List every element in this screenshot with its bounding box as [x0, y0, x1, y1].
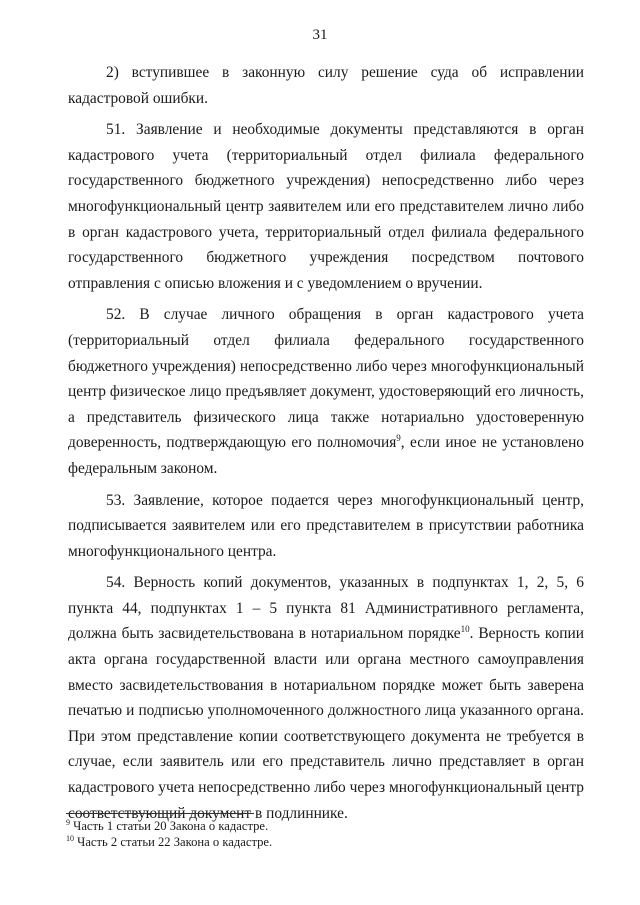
paragraph-52 — [68, 302, 584, 481]
footnote-separator — [66, 813, 254, 814]
paragraph-54-text: 54. Верность копий документов, указанных в подпунктах 1, 2, 5, 6 пункта 44, подпунктах 1 – 5 пункта 81 Административного регламента, должна быть засвидетельствована в нотариальном порядке — [68, 574, 584, 643]
page-number: 31 — [312, 27, 328, 43]
footnote-text: Часть 2 статьи 22 Закона о кадастре. — [77, 835, 273, 849]
paragraph-52-text-end: , если иное не установлено федеральным законом. — [68, 434, 584, 477]
footnote-marker: 10 — [66, 833, 74, 843]
footnote-marker: 9 — [66, 817, 70, 827]
paragraph-54 — [68, 570, 584, 826]
footnote-ref-10[interactable]: 10 — [460, 624, 470, 635]
footnotes — [66, 818, 586, 850]
paragraph-53: 53. Заявление, которое подается через многофункциональный центр, подписывается заявителем или его представителем в присутствии работника многофункционального центра. — [68, 491, 584, 560]
paragraph-52-text: 52. В случае личного обращения в орган кадастрового учета (территориальный отдел филиала федерального государственного бюджетного учреждения) непосредственно либо через многофункциональный центр физическое лицо предъявляет документ, удостоверяющий его личность, а представитель физического лица также нотариально удостоверенную доверенность, подтверждающую его полномочия — [68, 306, 584, 452]
footnote-10 — [66, 834, 586, 850]
paragraph-51: 51. Заявление и необходимые документы представляются в орган кадастрового учета (территориальный отдел филиала федерального государственного бюджетного учреждения) непосредственно либо через многофункциональный центр заявителем или его представителем лично либо в орган кадастрового учета, территориальный отдел филиала федерального государственного бюджетного учреждения посредством почтового отправления с описью вложения и с уведомлением о вручении. — [68, 121, 584, 292]
paragraph-item-2: 2) вступившее в законную силу решение суда об исправлении кадастровой ошибки. — [68, 64, 584, 107]
document-body — [68, 60, 584, 832]
footnote-text: Часть 1 статьи 20 Закона о кадастре. — [73, 819, 269, 833]
paragraph-54-text-end: . Верность копии акта органа государственной власти или органа местного самоуправления вместо засвидетельствования в нотариальном порядке может быть заверена печатью и подписью уполномоченного должностного лица указанного органа. При этом представление копии соответствующего документа не требуется в случае, если заявитель или его представитель лично представляет в орган кадастрового учета непосредственно либо через многофункциональный центр соответствующий документ в подлиннике. — [68, 625, 585, 822]
footnote-9 — [66, 818, 586, 834]
footnote-ref-9[interactable]: 9 — [396, 433, 401, 444]
